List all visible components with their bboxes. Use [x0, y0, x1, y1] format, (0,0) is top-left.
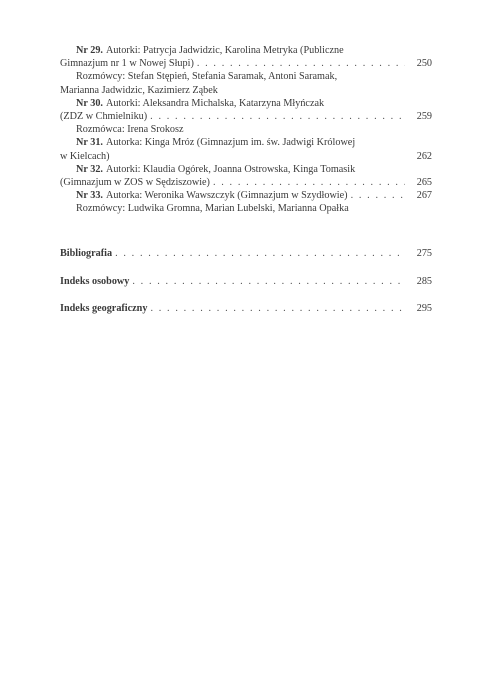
page-number: 275: [416, 248, 432, 260]
toc-entry-29-line1: [60, 44, 432, 57]
toc-entry-33-speakers1: [60, 202, 432, 215]
section-gap: [60, 261, 432, 275]
leader-dots: [115, 247, 405, 260]
entry-school: (Gimnazjum w ZOS w Sędziszowie): [60, 176, 210, 188]
toc-section-indeks-osobowy: [60, 275, 432, 288]
entry-authors: Autorka: Kinga Mróz (Gimnazjum im. św. Jadwigi Królowej: [105, 137, 356, 149]
page-number: 265: [416, 176, 432, 188]
toc-entry-31-line2: [60, 150, 432, 163]
page-number: 250: [416, 58, 432, 70]
entry-school: w Kielcach): [60, 150, 110, 162]
page-number: 259: [416, 110, 432, 122]
entry-number: Nr 32.: [76, 163, 103, 175]
entry-speakers: Rozmówcy: Ludwika Gromna, Marian Lubelski, Marianna Opałka: [76, 203, 349, 215]
page-number: 262: [416, 150, 432, 162]
toc-entry-29-speakers2: [60, 84, 432, 97]
toc-entry-30-line2: [60, 110, 432, 123]
leader-dots: [213, 176, 405, 189]
toc-section-indeks-geograficzny: [60, 302, 432, 315]
entry-speakers: Marianna Jadwidzic, Kazimierz Ząbek: [60, 84, 218, 96]
leader-dots: [150, 302, 405, 315]
entry-number: Nr 30.: [76, 97, 103, 109]
leader-dots: [197, 57, 405, 70]
section-gap: [60, 288, 432, 302]
toc-entry-31-line1: [60, 136, 432, 149]
toc-entry-29-line2: [60, 57, 432, 70]
entry-authors: Autorki: Patrycja Jadwidzic, Karolina Metryka (Publiczne: [105, 45, 344, 56]
toc-entry-33-line1: [60, 189, 432, 202]
entry-authors: Autorka: Weronika Wawszczyk (Gimnazjum w Szydłowie): [105, 190, 348, 202]
toc-entry-30-line1: [60, 97, 432, 110]
leader-dots: [150, 110, 405, 123]
page-number: 267: [416, 190, 432, 202]
page-number: 295: [416, 302, 432, 314]
entry-speakers: Rozmówca: Irena Srokosz: [76, 124, 184, 136]
section-title: Bibliografia: [60, 248, 113, 260]
entry-school: (ZDZ w Chmielniku): [60, 110, 148, 122]
toc-entry-29-speakers1: [60, 70, 432, 83]
entry-authors: Autorki: Aleksandra Michalska, Katarzyna Młyńczak: [105, 97, 325, 109]
toc-entry-32-line1: [60, 163, 432, 176]
toc-entry-30-speakers1: [60, 123, 432, 136]
entry-authors: Autorki: Klaudia Ogórek, Joanna Ostrowska, Kinga Tomasik: [105, 163, 356, 175]
entry-school: Gimnazjum nr 1 w Nowej Słupi): [60, 58, 194, 70]
page-number: 285: [416, 275, 432, 287]
entry-number: Nr 31.: [76, 137, 103, 149]
section-gap: [60, 215, 432, 247]
leader-dots: [132, 275, 405, 288]
entry-number: Nr 29.: [76, 45, 103, 56]
section-title: Indeks geograficzny: [60, 302, 148, 314]
entry-speakers: Rozmówcy: Stefan Stępień, Stefania Saramak, Antoni Saramak,: [76, 71, 338, 83]
toc-entry-32-line2: [60, 176, 432, 189]
toc-section-bibliografia: [60, 247, 432, 260]
entry-number: Nr 33.: [76, 190, 103, 202]
table-of-contents: [60, 44, 432, 315]
section-title: Indeks osobowy: [60, 275, 130, 287]
leader-dots: [351, 189, 405, 202]
